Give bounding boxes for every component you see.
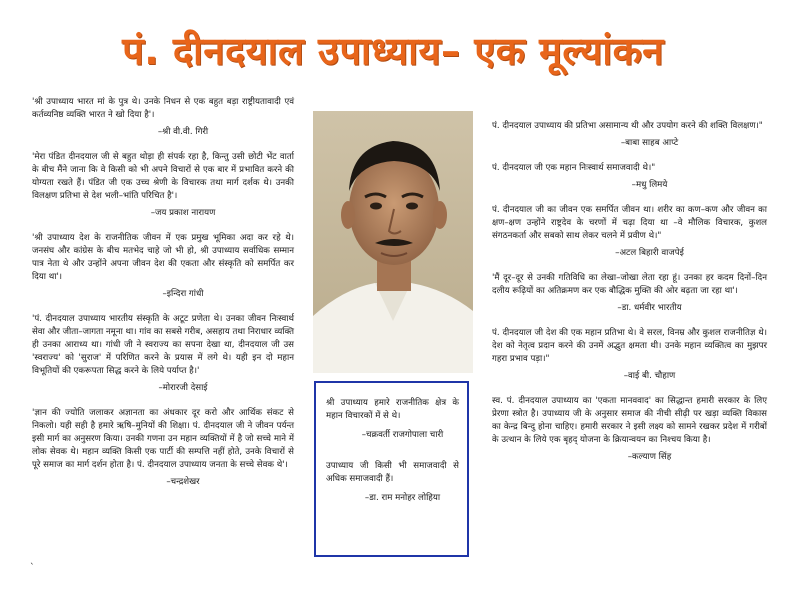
left-quote-column <box>32 96 294 501</box>
right-quote-column <box>492 120 767 476</box>
quote-author: –बाबा साहब आप्टे <box>620 138 679 148</box>
quote-text: स्व. पं. दीनदयाल उपाध्याय का 'एकता मानववाद' का सिद्धान्त हमारी सरकार के लिए प्रेरणा स्त्रोत है। उपाध्याय जी के अनुसार समाज की नीची सीढ़ी पर खड़ा व्यक्ति विकास का केन्द्र बिन्दु होना चाहिए। हमारी सरकार ने इसी लक्ष्य को सामने रखकर प्रदेश में गरीबों के उत्थान के लिये एक बृहद् योजना के क्रियान्वयन का निश्चय किया है। <box>492 396 767 445</box>
quote-block <box>492 204 767 260</box>
portrait-photo <box>313 111 473 373</box>
quote-author: –अटल बिहारी वाजपेई <box>615 248 684 258</box>
quote-author: –श्री वी.वी. गिरी <box>157 127 209 137</box>
quote-block <box>32 407 294 489</box>
quote-text: पं. दीनदयाल जी एक महान निःस्वार्थ समाजवादी थे।" <box>492 163 656 173</box>
quote-block <box>492 120 767 150</box>
quote-author: –इन्दिरा गांधी <box>162 289 204 299</box>
highlighted-quote-box <box>314 381 469 557</box>
quote-block <box>492 272 767 315</box>
quote-author: –मधु लिमये <box>631 180 668 190</box>
quote-author: –जय प्रकाश नारायण <box>150 208 216 218</box>
stray-mark: ` <box>30 563 35 573</box>
quote-text: श्री उपाध्याय हमारे राजनीतिक क्षेत्र के महान विचारकों में से थे। <box>326 398 459 421</box>
quote-text: 'ज्ञान की ज्योति जलाकर अज्ञानता का अंधकार दूर करो और आर्थिक संकट से निकलो। यही सही है हमारे ऋषि–मुनियों की शिक्षा। पं. दीनदयाल जी ने जीवन पर्यन्त इसी मार्ग का अनुसरण किया। उनकी गणना उन महान व्यक्तियों में है जो सच्चे माने में लोक सेवक थे। महान व्यक्ति किसी एक पार्टी की सम्पत्ति नहीं होते, उनके विचारों से पूरे समाज का मार्ग दर्शन होता है। पं. दीनदयाल उपाध्याय जनता के सच्चे सेवक थे'। <box>32 408 294 470</box>
quote-author: –डा. धर्मवीर भारतीय <box>617 303 682 313</box>
quote-block <box>32 232 294 301</box>
quote-block <box>492 162 767 192</box>
page-title: पं. दीनदयाल उपाध्याय– एक मूल्यांकन <box>122 29 664 73</box>
quote-text: पं. दीनदयाल जी देश की एक महान प्रतिभा थे। वे सरल, विनम्र और कुशल राजनीतिज्ञ थे। देश को नेतृत्व प्रदान करने की उनमें अद्भुत क्षमता थी। उनके महान व्यक्तित्व का मुझपर गहरा प्रभाव पड़ा।" <box>492 328 767 364</box>
quote-text: पं. दीनदयाल जी का जीवन एक समर्पित जीवन था। शरीर का कण–कण और जीवन का क्षण–क्षण उन्होंने राष्ट्रदेव के चरणों में चढ़ा दिया था –वे मौलिक विचारक, कुशल संगठनकर्ता और सबको साथ लेकर चलने में प्रवीण थे।" <box>492 205 767 241</box>
quote-text: उपाध्याय जी किसी भी समाजवादी से अधिक समाजवादी हैं। <box>326 461 459 484</box>
quote-text: 'श्री उपाध्याय देश के राजनीतिक जीवन में एक प्रमुख भूमिका अदा कर रहे थे। जनसंघ और कांग्रेस के बीच मतभेद चाहे जो भी हो, श्री उपाध्याय सर्वाधिक सम्मान पात्र नेता थे और उन्होंने अपना जीवन देश की एकता और संस्कृति को समर्पित कर दिया था'। <box>32 233 294 282</box>
quote-author: –वाई बी. चौहाण <box>623 371 676 381</box>
quote-text: 'मेरा पंडित दीनदयाल जी से बहुत थोड़ा ही संपर्क रहा है, किन्तु उसी छोटी भेंट वार्ता के बीच मैंने जाना कि वे किसी को भी अपने विचारों से एक बार में प्रभावित करने की योग्यता रखते हैं। पंडित जी एक उच्च श्रेणी के विचारक तथा मार्ग दर्शक थे। उनकी विलक्षण प्रतिभा से देश भली–भांति परिचित है'। <box>32 152 294 201</box>
quote-block <box>32 96 294 139</box>
quote-author: –मोरारजी देसाई <box>158 383 208 393</box>
quote-text: 'पं. दीनदयाल उपाध्याय भारतीय संस्कृति के अटूट प्रणेता थे। उनका जीवन निःस्वार्थ सेवा और जीता–जागता नमूना था। गांव का सबसे गरीब, असहाय तथा निराधार व्यक्ति ही उनका आराध्य था। गांधी जी ने स्वराज्य का सपना देखा था, दीनदयाल जी उस 'स्वराज्य' को 'सुराज' में परिणित करने के प्रयास में लगे थे। यही इन दो महान विभूतियों की एकरूपता सिद्ध करने के लिये पर्याप्त है।' <box>32 314 294 376</box>
quote-block <box>492 327 767 383</box>
quote-block <box>32 313 294 395</box>
quote-author: –चन्द्रशेखर <box>166 477 200 487</box>
quote-block <box>492 395 767 464</box>
quote-author: –डा. राम मनोहर लोहिया <box>364 493 441 503</box>
quote-text: 'श्री उपाध्याय भारत मां के पुत्र थे। उनके निधन से एक बहुत बड़ा राष्ट्रीयतावादी एवं कर्तव्यनिष्ठ व्यक्ति भारत ने खो दिया है'। <box>32 97 294 120</box>
quote-text: 'मैं दूर–दूर से उनकी गतिविधि का लेखा–जोखा लेता रहा हूं। उनका हर कदम दिनों–दिन दलीय रूढ़ियों का अतिक्रमण कर एक बौद्धिक मुक्ति की ओर बढ़ता जा रहा था'। <box>492 273 767 296</box>
quote-author: –कल्याण सिंह <box>627 452 672 462</box>
quote-author: –चक्रवर्ती राजगोपाला चारी <box>361 430 444 440</box>
quote-text: पं. दीनदयाल उपाध्याय की प्रतिभा असामान्य थी और उपयोग करने की शक्ति विलक्षण।" <box>492 121 763 131</box>
quote-block <box>32 151 294 220</box>
